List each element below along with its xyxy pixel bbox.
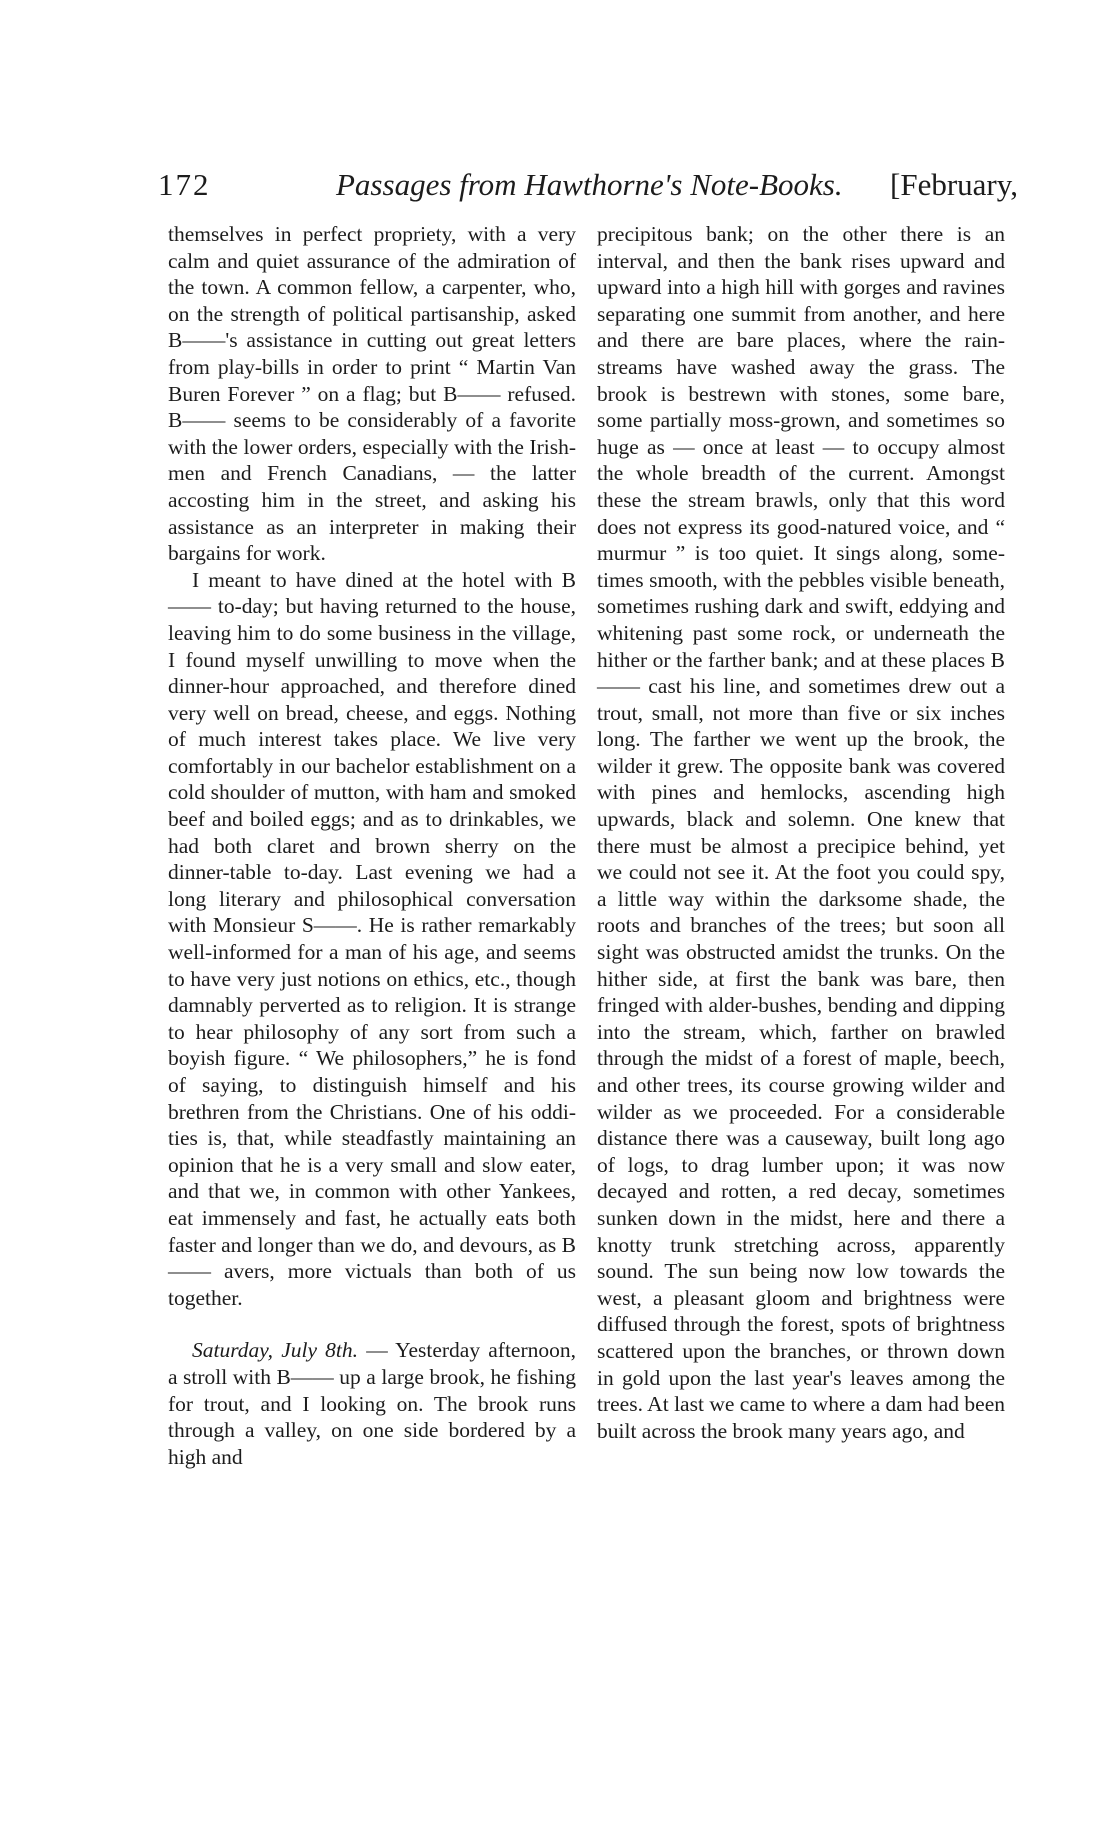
paragraph-dinner: I meant to have dined at the hotel with B—— to-day; but having returned to the house, leaving him to do some business in the village, I found myself unwilling to move when the dinner-hour approached, and therefore dined very well on bread, cheese, and eggs. Nothing of much interest takes place. We live very comfortably in our bachelor establishment on a cold shoulder of mutton, with ham and smoked beef and boiled eggs; and as to drinkables, we had both claret and brown sherry on the dinner-table to-day. Last evening we had a long literary and philosophical conversation with Monsieur S——. He is rather remarkably well-informed for a man of his age, and seems to have very just notions on ethics, etc., though damnably perverted as to religion. It is strange to hear philosophy of any sort from such a boyish figure. “ We philosophers,” he is fond of saying, to distinguish himself and his brethren from the Christians. One of his oddities is, that, while steadfastly maintaining an opinion that he is a very small and slow eater, and that we, in common with other Yankees, eat immensely and fast, he actually eats both faster and longer than we do, and devours, as B—— avers, more victuals than both of us together. <box>168 567 576 1310</box>
running-month: [February, <box>890 167 1018 202</box>
running-title: Passages from Hawthorne's Note-Books. <box>336 167 843 202</box>
left-column <box>168 221 576 1470</box>
paragraph-brook: precipitous bank; on the other there is an interval, and then the bank rises upward and upward into a high hill with gorges and ravines separating one summit from another, and here and there are bare places, where the rain-streams have washed away the grass. The brook is bestrewn with stones, some bare, some partially moss-grown, and sometimes so huge as — once at least — to occupy almost the whole breadth of the current. Amongst these the stream brawls, only that this word does not express its good-natured voice, and “ murmur ” is too quiet. It sings along, sometimes smooth, with the pebbles visible beneath, sometimes rushing dark and swift, eddying and whitening past some rock, or underneath the hither or the farther bank; and at these places B—— cast his line, and sometimes drew out a trout, small, not more than five or six inches long. The farther we went up the brook, the wilder it grew. The opposite bank was covered with pines and hemlocks, ascending high upwards, black and solemn. One knew that there must be almost a precipice behind, yet we could not see it. At the foot you could spy, a little way within the darksome shade, the roots and branches of the trees; but soon all sight was obstructed amidst the trunks. On the hither side, at first the bank was bare, then fringed with alder-bushes, bending and dipping into the stream, which, farther on brawled through the midst of a forest of maple, beech, and other trees, its course growing wilder and wilder as we proceeded. For a considerable distance there was a causeway, built long ago of logs, to drag lumber upon; it was now decayed and rotten, a red decay, sometimes sunken down in the midst, here and there a knotty trunk stretching across, apparently sound. The sun being now low towards the west, a pleasant gloom and brightness were diffused through the forest, spots of brightness scattered upon the branches, or thrown down in gold upon the last year's leaves among the trees. At last we came to where a dam had been built across the brook many years ago, and <box>597 222 1005 1443</box>
paragraph-saturday-text: — Yesterday afternoon, a stroll with B—— up a large brook, he fishing for trout, and I looking on. The brook runs through a valley, on one side bordered by a high and <box>168 1338 576 1469</box>
right-column <box>597 221 1005 1444</box>
page-number: 172 <box>158 167 211 202</box>
page-header <box>158 162 1018 208</box>
paragraph-saturday <box>168 1337 576 1470</box>
paragraph-propriety: themselves in perfect propriety, with a very calm and quiet assurance of the admiration of the town. A common fellow, a carpenter, who, on the strength of political partisanship, asked B——'s assistance in cutting out great letters from play-bills in order to print “ Martin Van Buren Forever ” on a flag; but B—— refused. B—— seems to be considerably of a favorite with the lower orders, especially with the Irishmen and French Canadians, — the latter accosting him in the street, and asking his assistance as an interpreter in making their bargains for work. <box>168 222 576 566</box>
dateline: Saturday, July 8th. <box>192 1338 359 1363</box>
